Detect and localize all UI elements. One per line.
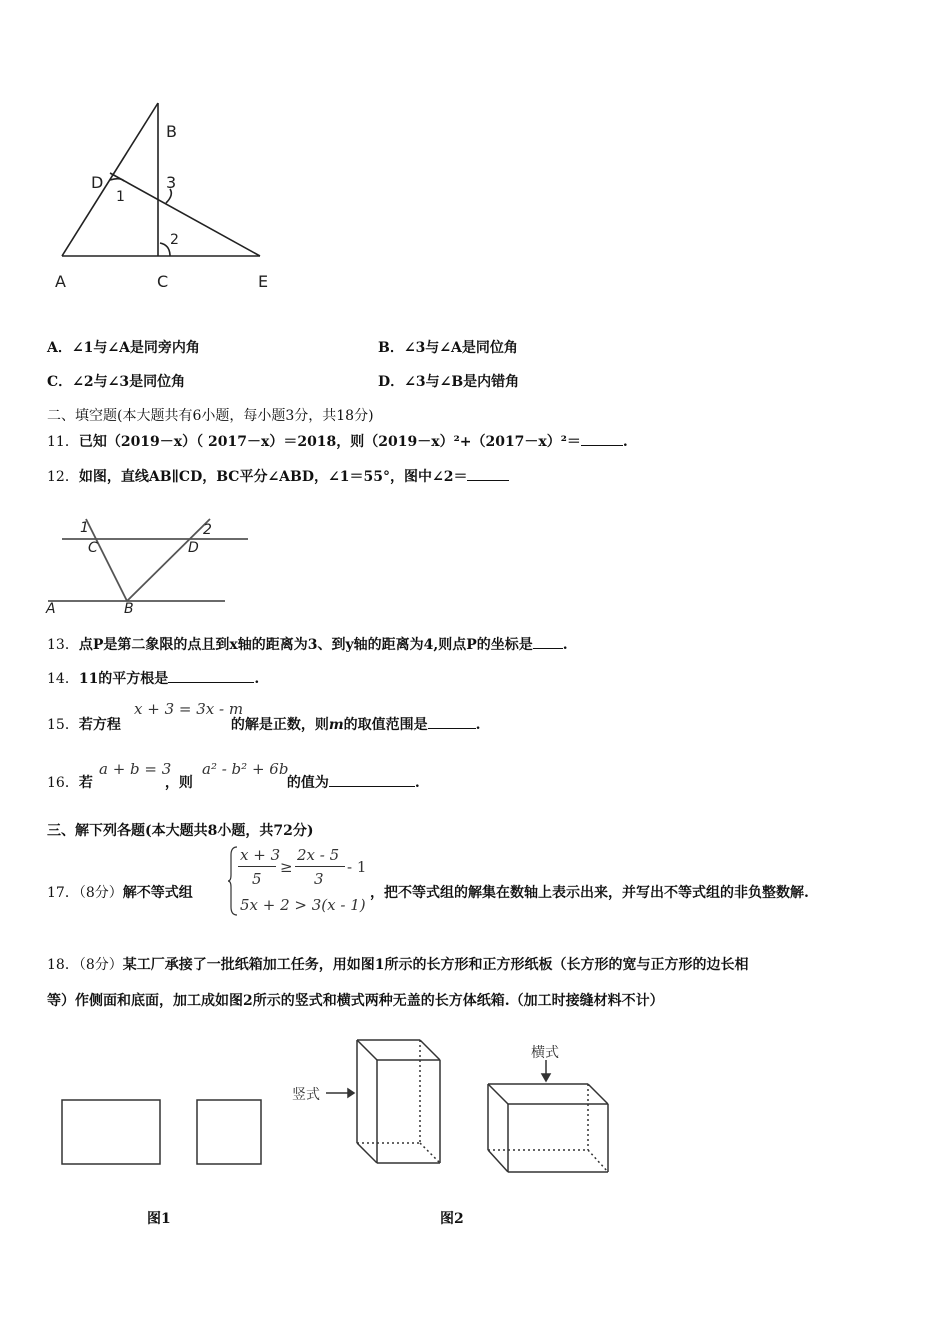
q13-number: 13． bbox=[47, 637, 79, 653]
label-angle-2: 2 bbox=[170, 232, 179, 248]
q15-blank bbox=[428, 716, 476, 729]
question-13 bbox=[47, 634, 568, 654]
q15-number: 15． bbox=[47, 717, 79, 733]
q16-post: 的值为 bbox=[286, 775, 329, 791]
angle-2-arc bbox=[160, 243, 170, 256]
q15-pre: 若方程 bbox=[78, 717, 121, 733]
label-D: D bbox=[91, 173, 104, 192]
vertical-label: 竖式 bbox=[292, 1087, 320, 1103]
q12-text: 如图，直线AB∥CD，BC平分∠ABD，∠1＝55°，图中∠2＝ bbox=[78, 469, 468, 485]
q16-mid: ，则 bbox=[164, 775, 193, 791]
q15-var: m bbox=[328, 717, 344, 733]
q18-score: （8分） bbox=[78, 957, 123, 973]
line-DE bbox=[110, 173, 260, 256]
horizontal-label: 横式 bbox=[531, 1045, 559, 1061]
q16-formula-2: a² - b² + 6b bbox=[202, 760, 289, 778]
q17-f2-bar bbox=[295, 866, 345, 867]
question-14 bbox=[47, 668, 259, 688]
q16-pre: 若 bbox=[78, 775, 93, 791]
vbox-edge bbox=[420, 1040, 440, 1060]
q13-blank bbox=[533, 636, 563, 649]
fig12-label-A: A bbox=[46, 601, 56, 617]
q17-f2-tail: - 1 bbox=[347, 858, 367, 876]
q17-number: 17． bbox=[47, 885, 79, 901]
q14-number: 14． bbox=[47, 671, 79, 687]
square-board bbox=[197, 1100, 261, 1164]
hbox-edge bbox=[588, 1084, 608, 1104]
vbox-edge bbox=[357, 1143, 377, 1163]
q18-line1: 某工厂承接了一批纸箱加工任务，用如图1所示的长方形和正方形纸板（长方形的宽与正方形的边长相 bbox=[122, 957, 749, 973]
q13-end: . bbox=[562, 637, 568, 653]
label-A: A bbox=[55, 272, 66, 291]
figure-2 bbox=[290, 1030, 620, 1180]
question-18-line2: 等）作侧面和底面，加工成如图2所示的竖式和横式两种无盖的长方体纸箱.（加工时接缝材料不计） bbox=[47, 993, 664, 1009]
vbox-edge bbox=[357, 1040, 377, 1060]
question-15 bbox=[47, 714, 481, 734]
label-B: B bbox=[166, 122, 177, 141]
question-17 bbox=[47, 882, 193, 902]
fig12-label-C: C bbox=[88, 540, 98, 556]
line-BC2 bbox=[86, 519, 127, 601]
fig12-label-B: B bbox=[124, 601, 134, 617]
figure-1-caption: 图1 bbox=[147, 1211, 171, 1227]
q16-end: . bbox=[414, 775, 420, 791]
q17-f1-den: 5 bbox=[252, 870, 262, 888]
q15-end: . bbox=[475, 717, 481, 733]
rectangle-board bbox=[62, 1100, 160, 1164]
figure-1 bbox=[55, 1095, 270, 1170]
q17-f2-num: 2x - 5 bbox=[297, 846, 340, 864]
q18-number: 18． bbox=[47, 957, 79, 973]
option-c: C．∠2与∠3是同位角 bbox=[47, 374, 186, 390]
fig12-label-2: 2 bbox=[203, 522, 212, 538]
q17-f1-op: ≥ bbox=[280, 858, 293, 876]
label-E: E bbox=[258, 272, 269, 291]
q15-post2: 的取值范围是 bbox=[343, 717, 428, 733]
hbox-edge bbox=[488, 1084, 508, 1104]
q13-text: 点P是第二象限的点且到x轴的距离为3、到y轴的距离为4,则点P的坐标是 bbox=[78, 637, 533, 653]
q17-score: （8分） bbox=[78, 885, 123, 901]
q16-number: 16． bbox=[47, 775, 79, 791]
option-a: A．∠1与∠A是同旁内角 bbox=[47, 340, 200, 356]
q16-formula-1: a + b = 3 bbox=[99, 760, 172, 778]
q17-f1-num: x + 3 bbox=[240, 846, 281, 864]
q17-post: ，把不等式组的解集在数轴上表示出来，并写出不等式组的非负整数解. bbox=[370, 885, 809, 901]
q15-post: 的解是正数，则 bbox=[230, 717, 329, 733]
fig12-label-D: D bbox=[188, 540, 199, 556]
figure-2-caption: 图2 bbox=[440, 1211, 464, 1227]
q12-number: 12． bbox=[47, 469, 79, 485]
q17-f2-den: 3 bbox=[314, 870, 324, 888]
angle-1-arc bbox=[110, 179, 124, 181]
hbox-edge bbox=[488, 1150, 508, 1172]
section-3-title: 三、解下列各题(本大题共8小题，共72分) bbox=[47, 823, 314, 839]
q11-text: 已知（2019－x）（ 2017－x）＝2018，则（2019－x）²+（2017－x）²＝ bbox=[78, 434, 581, 450]
q17-pre: 解不等式组 bbox=[122, 885, 193, 901]
option-b: B．∠3与∠A是同位角 bbox=[378, 340, 518, 356]
hbox-hidden-edge bbox=[588, 1150, 608, 1172]
section-2-title: 二、填空题(本大题共有6小题，每小题3分，共18分) bbox=[47, 408, 374, 424]
q16-blank bbox=[329, 774, 415, 787]
label-C: C bbox=[157, 272, 169, 291]
question-11 bbox=[47, 431, 628, 451]
vbox-hidden-edge bbox=[420, 1143, 440, 1163]
parallel-lines-figure bbox=[40, 515, 270, 620]
q11-end: . bbox=[622, 434, 628, 450]
fig12-label-1: 1 bbox=[80, 520, 89, 536]
option-d: D．∠3与∠B是内错角 bbox=[378, 374, 520, 390]
question-12 bbox=[47, 466, 509, 486]
horizontal-arrow-head bbox=[542, 1074, 550, 1081]
label-angle-3: 3 bbox=[166, 173, 177, 192]
q12-blank bbox=[467, 468, 509, 481]
q14-text: 11的平方根是 bbox=[78, 671, 169, 687]
vertical-arrow-head bbox=[348, 1089, 354, 1097]
q14-end: . bbox=[254, 671, 260, 687]
q11-number: 11． bbox=[47, 434, 79, 450]
q15-formula: x + 3 = 3x - m bbox=[134, 700, 244, 718]
question-18-line1 bbox=[47, 954, 749, 974]
line-BD2 bbox=[127, 519, 210, 601]
q17-inequality-2: 5x + 2 > 3(x - 1) bbox=[240, 896, 366, 914]
q17-brace bbox=[227, 845, 239, 917]
label-angle-1: 1 bbox=[116, 189, 125, 205]
q11-blank bbox=[581, 433, 623, 446]
q14-blank bbox=[168, 670, 254, 683]
q17-f1-bar bbox=[238, 866, 276, 867]
